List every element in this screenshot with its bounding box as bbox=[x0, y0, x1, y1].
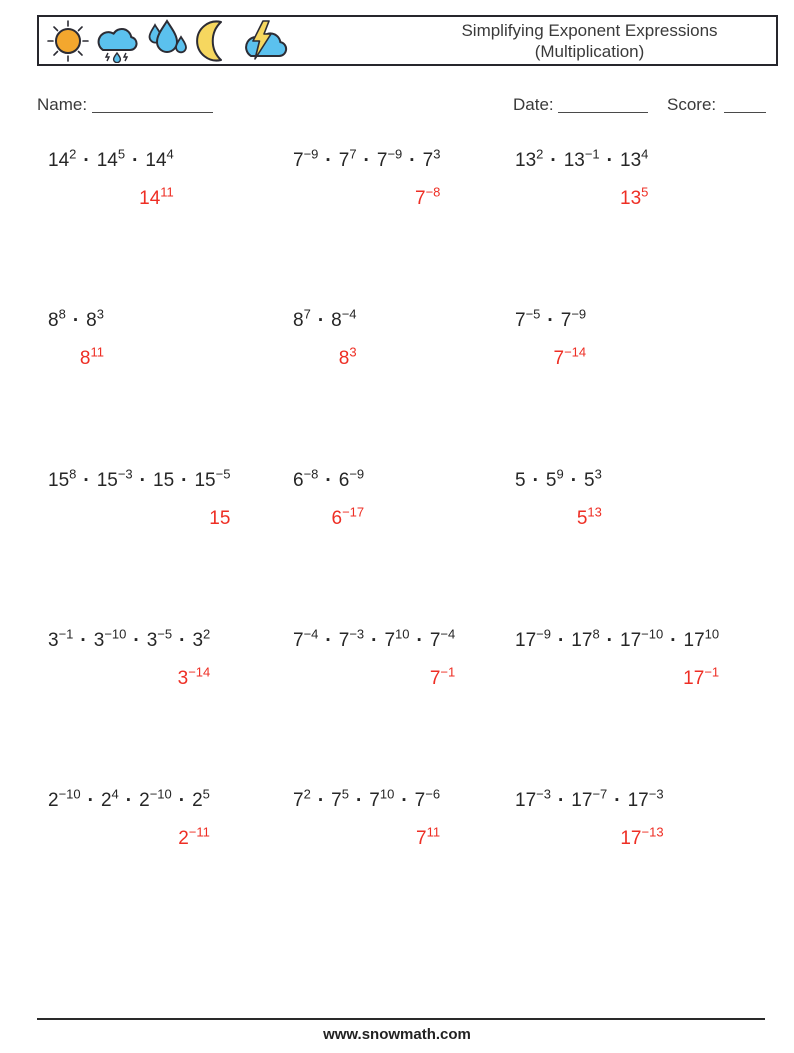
problem-expression: $7^{-4} \cdot 7^{-3} \cdot 7^{10} \cdot 7^{-4}$ bbox=[293, 626, 456, 651]
problem-answer: $13^5$ bbox=[620, 184, 649, 209]
score-blank-line bbox=[724, 111, 766, 113]
problem-expression: $2^{-10} \cdot 2^4 \cdot 2^{-10} \cdot 2^5$ bbox=[48, 786, 210, 811]
score-label: Score: bbox=[667, 95, 717, 114]
problem bbox=[48, 308, 104, 372]
problem-answer: $7^{-8}$ bbox=[415, 184, 441, 209]
problem-answer: $7^{-1}$ bbox=[429, 664, 456, 689]
problem-answer: $7^{11}$ bbox=[415, 824, 441, 849]
problem-expression: $3^{-1} \cdot 3^{-10} \cdot 3^{-5} \cdot 3^2$ bbox=[48, 626, 211, 651]
worksheet-title bbox=[417, 17, 762, 64]
storm-cloud-icon bbox=[240, 19, 288, 63]
footer-divider bbox=[37, 1018, 765, 1020]
problem bbox=[515, 788, 664, 852]
raindrops-icon bbox=[142, 19, 190, 63]
date-blank-line bbox=[558, 111, 648, 113]
problem bbox=[48, 148, 174, 212]
date-label: Date: bbox=[513, 95, 554, 114]
problem-answer: $8^3$ bbox=[338, 344, 357, 369]
problem-expression: $13^2 \cdot 13^{-1} \cdot 13^4$ bbox=[515, 146, 649, 171]
problem-expression: $14^2 \cdot 14^5 \cdot 14^4$ bbox=[48, 146, 174, 171]
problem bbox=[293, 148, 440, 212]
sun-icon bbox=[44, 19, 92, 63]
problem-answer: $17^{-13}$ bbox=[620, 824, 664, 849]
problem-answer: $7^{-14}$ bbox=[553, 344, 587, 369]
problem bbox=[48, 628, 210, 692]
problem-answer: $2^{-11}$ bbox=[178, 824, 210, 849]
problem-expression: $7^{-5} \cdot 7^{-9}$ bbox=[515, 306, 587, 331]
problem bbox=[48, 788, 210, 852]
problem-expression: $8^7 \cdot 8^{-4}$ bbox=[293, 306, 357, 331]
problem-answer: 15 bbox=[209, 508, 231, 529]
name-label: Name: bbox=[37, 95, 88, 114]
problem-expression: $6^{-8} \cdot 6^{-9}$ bbox=[293, 466, 365, 491]
problem bbox=[48, 468, 230, 532]
problem-expression: $7^{-9} \cdot 7^7 \cdot 7^{-9} \cdot 7^3$ bbox=[293, 146, 441, 171]
problem bbox=[293, 628, 455, 692]
crescent-moon-icon bbox=[191, 19, 239, 63]
problem-answer: $14^{11}$ bbox=[139, 184, 174, 209]
problem bbox=[515, 628, 719, 692]
problem-answer: $3^{-14}$ bbox=[177, 664, 211, 689]
problem-answer: $8^{11}$ bbox=[79, 344, 104, 369]
footer-url: www.snowmath.com bbox=[323, 1026, 471, 1043]
problem-answer: $5^{13}$ bbox=[576, 504, 602, 529]
name-blank-line bbox=[92, 111, 213, 113]
title-line2: (Multiplication) bbox=[534, 41, 645, 61]
problem bbox=[293, 468, 364, 532]
problem-expression: $17^{-3} \cdot 17^{-7} \cdot 17^{-3}$ bbox=[515, 786, 664, 811]
weather-icons bbox=[44, 18, 288, 63]
problem-expression: $7^2 \cdot 7^5 \cdot 7^{10} \cdot 7^{-6}$ bbox=[293, 786, 441, 811]
problem-answer: $17^{-1}$ bbox=[683, 664, 720, 689]
problem-expression: $5 \cdot 5^9 \cdot 5^3$ bbox=[515, 466, 602, 491]
title-line1: Simplifying Exponent Expressions bbox=[461, 20, 718, 40]
problem bbox=[293, 788, 440, 852]
header bbox=[37, 15, 778, 66]
problem-expression: $8^8 \cdot 8^3$ bbox=[48, 306, 104, 331]
problem-answer: $6^{-17}$ bbox=[331, 504, 365, 529]
problem bbox=[515, 468, 602, 532]
problem-expression: $15^8 \cdot 15^{-3} \cdot 15 \cdot 15^{-5}$ bbox=[48, 466, 231, 491]
problem bbox=[515, 148, 648, 212]
problem bbox=[293, 308, 357, 372]
rain-cloud-icon bbox=[93, 19, 141, 63]
problem bbox=[515, 308, 586, 372]
problem-expression: $17^{-9} \cdot 17^8 \cdot 17^{-10} \cdot 17^{10}$ bbox=[515, 626, 720, 651]
